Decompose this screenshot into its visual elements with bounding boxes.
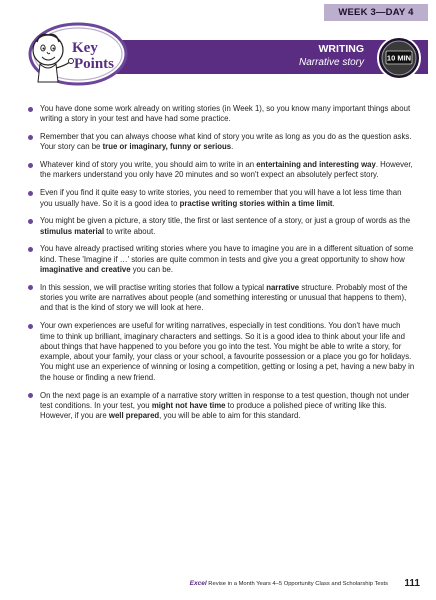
bullet-text: you can be. xyxy=(130,265,174,275)
bullet-text-bold: imaginative and creative xyxy=(40,265,131,275)
bullet-text-bold: entertaining and interesting way xyxy=(256,160,376,170)
page-number: 111 xyxy=(404,578,420,589)
bullet-text: to produce a polished piece of writing like this. However, if you are xyxy=(40,400,387,421)
bullet-point xyxy=(28,104,416,125)
section-subtitle: Narrative story xyxy=(298,57,364,68)
bullet-point xyxy=(28,321,416,383)
footer-text xyxy=(190,580,388,587)
bullet-point xyxy=(28,283,416,314)
bullet-point xyxy=(28,391,416,422)
bullet-text: Remember that you can always choose what kind of story you write as long as you do as the question asks. Your story can be xyxy=(40,132,412,152)
bullet-text: , you will be able to aim for this standard. xyxy=(159,411,301,421)
bullet-point xyxy=(28,216,416,237)
bullet-point xyxy=(28,160,416,181)
bullet-text: . xyxy=(231,142,234,152)
week-day-tab xyxy=(324,4,428,21)
bullet-text: You might be given a picture, a story title, the first or last sentence of a story, or just a group of words as the xyxy=(40,216,411,226)
bullet-point xyxy=(28,188,416,209)
section-title: WRITING xyxy=(318,43,364,55)
bullet-text: You have done some work already on writing stories (in Week 1), so you know many important things about writing a story in your test and have had some practice. xyxy=(40,104,411,124)
bullet-dot-icon xyxy=(28,393,33,398)
bullet-text-bold: might not have time xyxy=(151,400,226,410)
bullet-text: Even if you find it quite easy to write stories, you need to remember that you will have a lot less time than you usually have. So it is a good idea to xyxy=(40,188,402,208)
bullet-text: to write about. xyxy=(104,226,156,236)
bullet-text: You have already practised writing stories where you have to imagine you are in a different situation of some kind. These 'Imagine if …' stories are quite common in tests and give you a great opportunity to show how xyxy=(40,244,414,264)
stopwatch-icon xyxy=(374,34,424,80)
bullet-text-bold: practise writing stories within a time limit xyxy=(179,198,333,208)
bullet-dot-icon xyxy=(28,324,33,329)
bullet-text-bold: true or imaginary, funny or serious xyxy=(102,142,232,152)
bullet-text: . xyxy=(332,198,335,208)
bullet-text-bold: well prepared xyxy=(108,411,160,421)
bullet-dot-icon xyxy=(28,191,33,196)
bullet-point xyxy=(28,244,416,275)
bullet-dot-icon xyxy=(28,285,33,290)
bullet-dot-icon xyxy=(28,219,33,224)
week-day-label: WEEK 3—DAY 4 xyxy=(338,7,414,18)
footer-title: Revise in a Month Years 4–5 Opportunity Class and Scholarship Tests xyxy=(208,581,388,587)
bullet-dot-icon xyxy=(28,163,33,168)
bullet-text: In this session, we will practise writing stories that follow a typical xyxy=(40,282,267,292)
timer-label: 10 MIN xyxy=(386,53,412,63)
key-points-badge-line2: Points xyxy=(74,56,115,72)
bullet-point xyxy=(28,132,416,153)
bullet-text-bold: stimulus material xyxy=(40,226,105,236)
bullet-dot-icon xyxy=(28,135,33,140)
key-points-mascot-icon xyxy=(10,16,130,94)
footer-brand: Excel xyxy=(189,580,207,587)
bullet-text: On the next page is an example of a narrative story written in response to a test question, though not under test conditions. In your test, you xyxy=(40,390,410,410)
bullet-text-bold: narrative xyxy=(266,282,300,292)
bullet-text: . However, the markers understand you only have 20 minutes and so won't expect an absolutely perfect story. xyxy=(40,160,413,180)
bullet-text: Your own experiences are useful for writing narratives, especially in test conditions. You don't have much time to think up brilliant, imaginary characters and settings. So it is a good idea to think about your life and about things that have happened to you before you go into the test. You might be able to write a story, for example, about your family, your class or your school, a favourite possession or a place you go for holidays. You might use an experience of winning or losing a competition, getting or losing a pet, having a new baby in the house or finding a new friend. xyxy=(40,321,415,382)
page-footer xyxy=(0,578,436,592)
section-heading xyxy=(299,43,364,69)
bullet-text: structure. Probably most of the stories you write are narratives about people (and something interesting or unusual that happens to them), and that is the kind of story we will look at here. xyxy=(40,282,408,313)
bullet-dot-icon xyxy=(28,107,33,112)
key-points-badge-line1: Key xyxy=(72,40,98,56)
bullet-text: Whatever kind of story you write, you should aim to write in an xyxy=(40,160,257,170)
key-points-list xyxy=(28,104,416,429)
bullet-dot-icon xyxy=(28,247,33,252)
